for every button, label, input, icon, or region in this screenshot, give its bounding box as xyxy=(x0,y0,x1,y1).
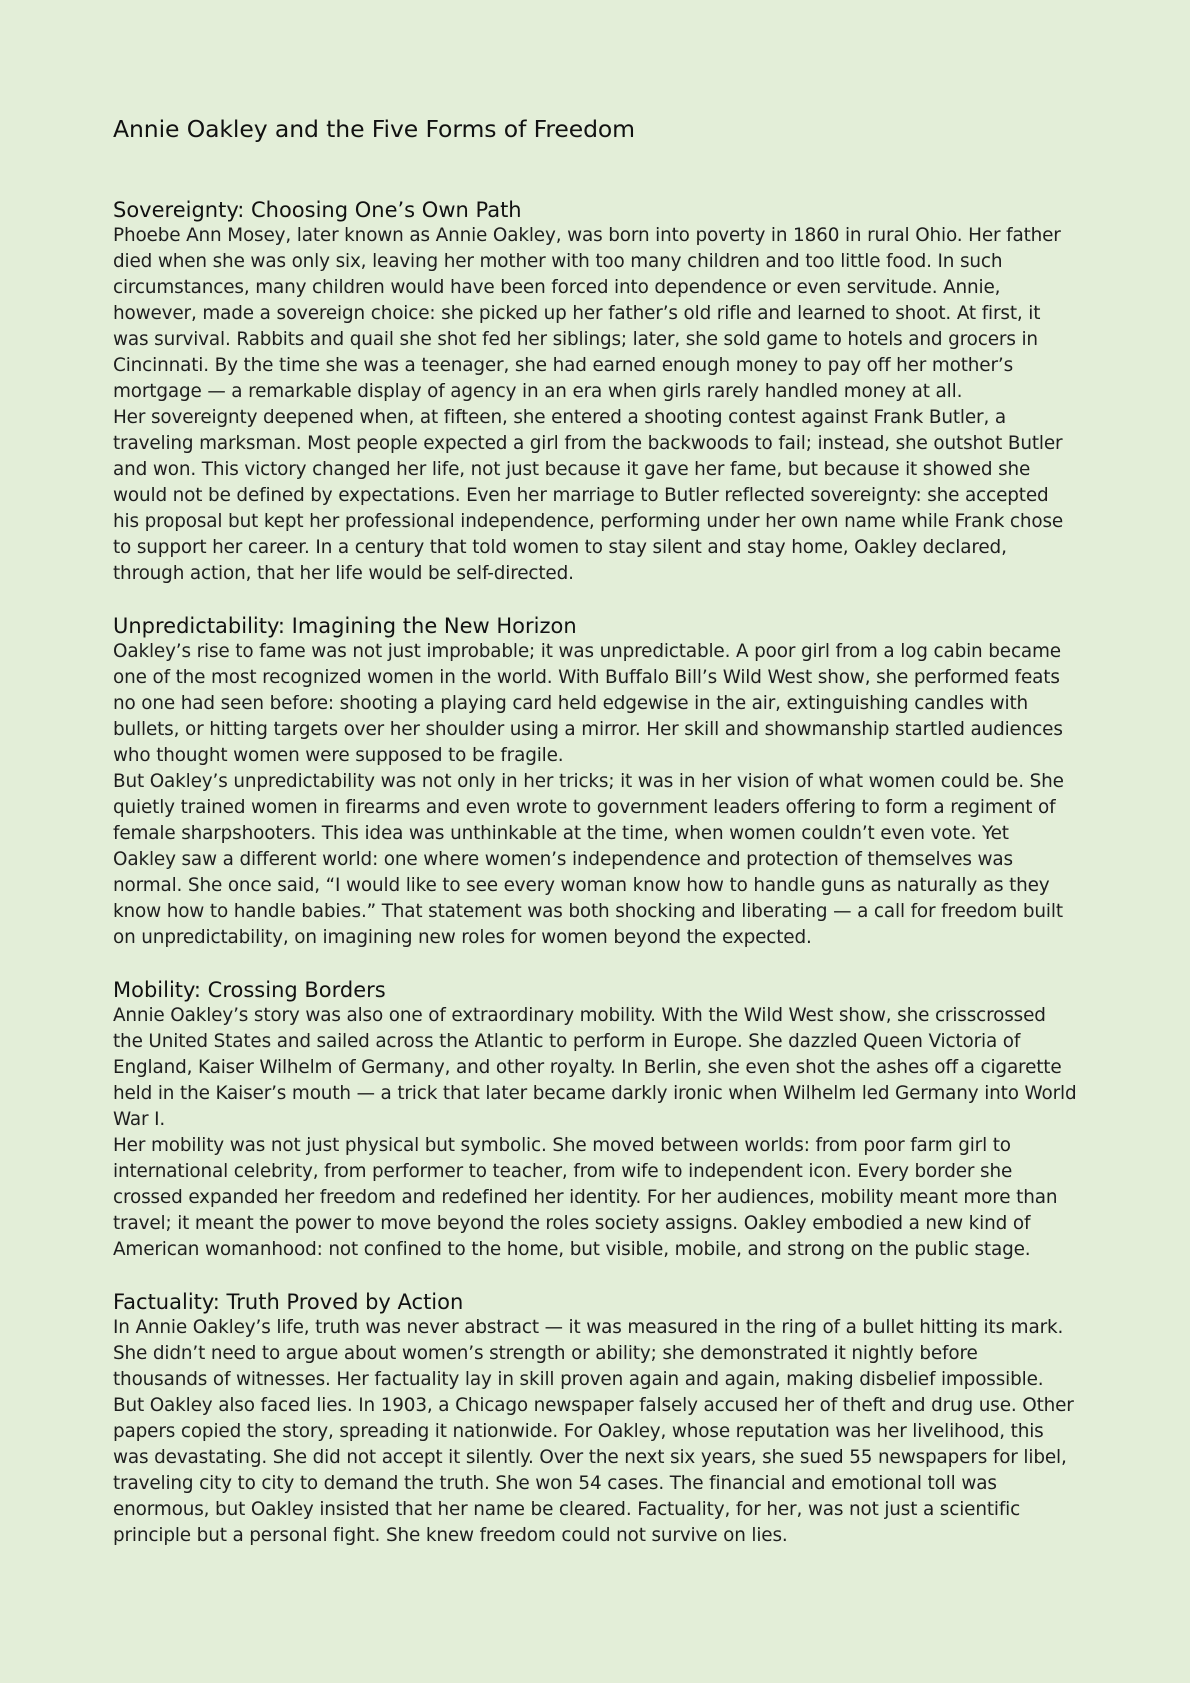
paragraph: Her sovereignty deepened when, at fifteen, she entered a shooting contest against Frank Butler, a traveling marksman. Most people expected a girl from the backwoods to fail; instead, she outshot Butler and won. This victory changed her life, not just because it gave her fame, but because it showed she would not be defined by expectations. Even her marriage to Butler reflected sovereignty: she accepted his proposal but kept her professional independence, performing under her own name while Frank chose to support her career. In a century that told women to stay silent and stay home, Oakley declared, through action, that her life would be self-directed. xyxy=(113,407,1064,584)
paragraph: Her mobility was not just physical but symbolic. She moved between worlds: from poor farm girl to international celebrity, from performer to teacher, from wife to independent icon. Every border she crossed expanded her freedom and redefined her identity. For her audiences, mobility meant more than travel; it meant the power to move beyond the roles society assigns. Oakley embodied a new kind of American womanhood: not confined to the home, but visible, mobile, and strong on the public stage. xyxy=(113,1135,1058,1260)
section-heading: Mobility: Crossing Borders xyxy=(113,978,386,1002)
section-sovereignty xyxy=(113,197,1077,587)
paragraph: Annie Oakley’s story was also one of extraordinary mobility. With the Wild West show, she crisscrossed the United States and sailed across the Atlantic to perform in Europe. She dazzled Queen Victoria of England, Kaiser Wilhelm of Germany, and other royalty. In Berlin, she even shot the ashes off a cigarette held in the Kaiser’s mouth — a trick that later became darkly ironic when Wilhelm led Germany into World War I. xyxy=(113,1005,1077,1130)
paragraph: But Oakley’s unpredictability was not only in her tricks; it was in her vision of what women could be. She quietly trained women in firearms and even wrote to government leaders offering to form a regiment of female sharpshooters. This idea was unthinkable at the time, when women couldn’t even vote. Yet Oakley saw a different world: one where women’s independence and protection of themselves was normal. She once said, “I would like to see every woman know how to handle guns as naturally as they know how to handle babies.” That statement was both shocking and liberating — a call for freedom built on unpredictability, on imagining new roles for women beyond the expected. xyxy=(113,771,1064,948)
section-unpredictability xyxy=(113,613,1077,951)
paragraph: Phoebe Ann Mosey, later known as Annie Oakley, was born into poverty in 1860 in rural Ohio. Her father died when she was only six, leaving her mother with too many children and too little food. In such circumstances, many children would have been forced into dependence or even servitude. Annie, however, made a sovereign choice: she picked up her father’s old rifle and learned to shoot. At first, it was survival. Rabbits and quail she shot fed her siblings; later, she sold game to hotels and grocers in Cincinnati. By the time she was a teenager, she had earned enough money to pay off her mother’s mortgage — a remarkable display of agency in an era when girls rarely handled money at all. xyxy=(113,225,1061,402)
section-heading: Factuality: Truth Proved by Action xyxy=(113,1290,464,1314)
paragraph: But Oakley also faced lies. In 1903, a Chicago newspaper falsely accused her of theft and drug use. Other papers copied the story, spreading it nationwide. For Oakley, whose reputation was her livelihood, this was devastating. She did not accept it silently. Over the next six years, she sued 55 newspapers for libel, traveling city to city to demand the truth. She won 54 cases. The financial and emotional toll was enormous, but Oakley insisted that her name be cleared. Factuality, for her, was not just a scientific principle but a personal fight. She knew freedom could not survive on lies. xyxy=(113,1395,1074,1546)
paragraph: In Annie Oakley’s life, truth was never abstract — it was measured in the ring of a bullet hitting its mark. She didn’t need to argue about women’s strength or ability; she demonstrated it nightly before thousands of witnesses. Her factuality lay in skill proven again and again, making disbelief impossible. xyxy=(113,1317,1064,1390)
section-mobility xyxy=(113,977,1077,1263)
paragraph: Oakley’s rise to fame was not just improbable; it was unpredictable. A poor girl from a log cabin became one of the most recognized women in the world. With Buffalo Bill’s Wild West show, she performed feats no one had seen before: shooting a playing card held edgewise in the air, extinguishing candles with bullets, or hitting targets over her shoulder using a mirror. Her skill and showmanship startled audiences who thought women were supposed to be fragile. xyxy=(113,641,1063,766)
section-factuality xyxy=(113,1289,1077,1549)
document-title: Annie Oakley and the Five Forms of Freedom xyxy=(113,115,635,143)
section-heading: Unpredictability: Imagining the New Horizon xyxy=(113,614,577,638)
section-heading: Sovereignty: Choosing One’s Own Path xyxy=(113,198,522,222)
